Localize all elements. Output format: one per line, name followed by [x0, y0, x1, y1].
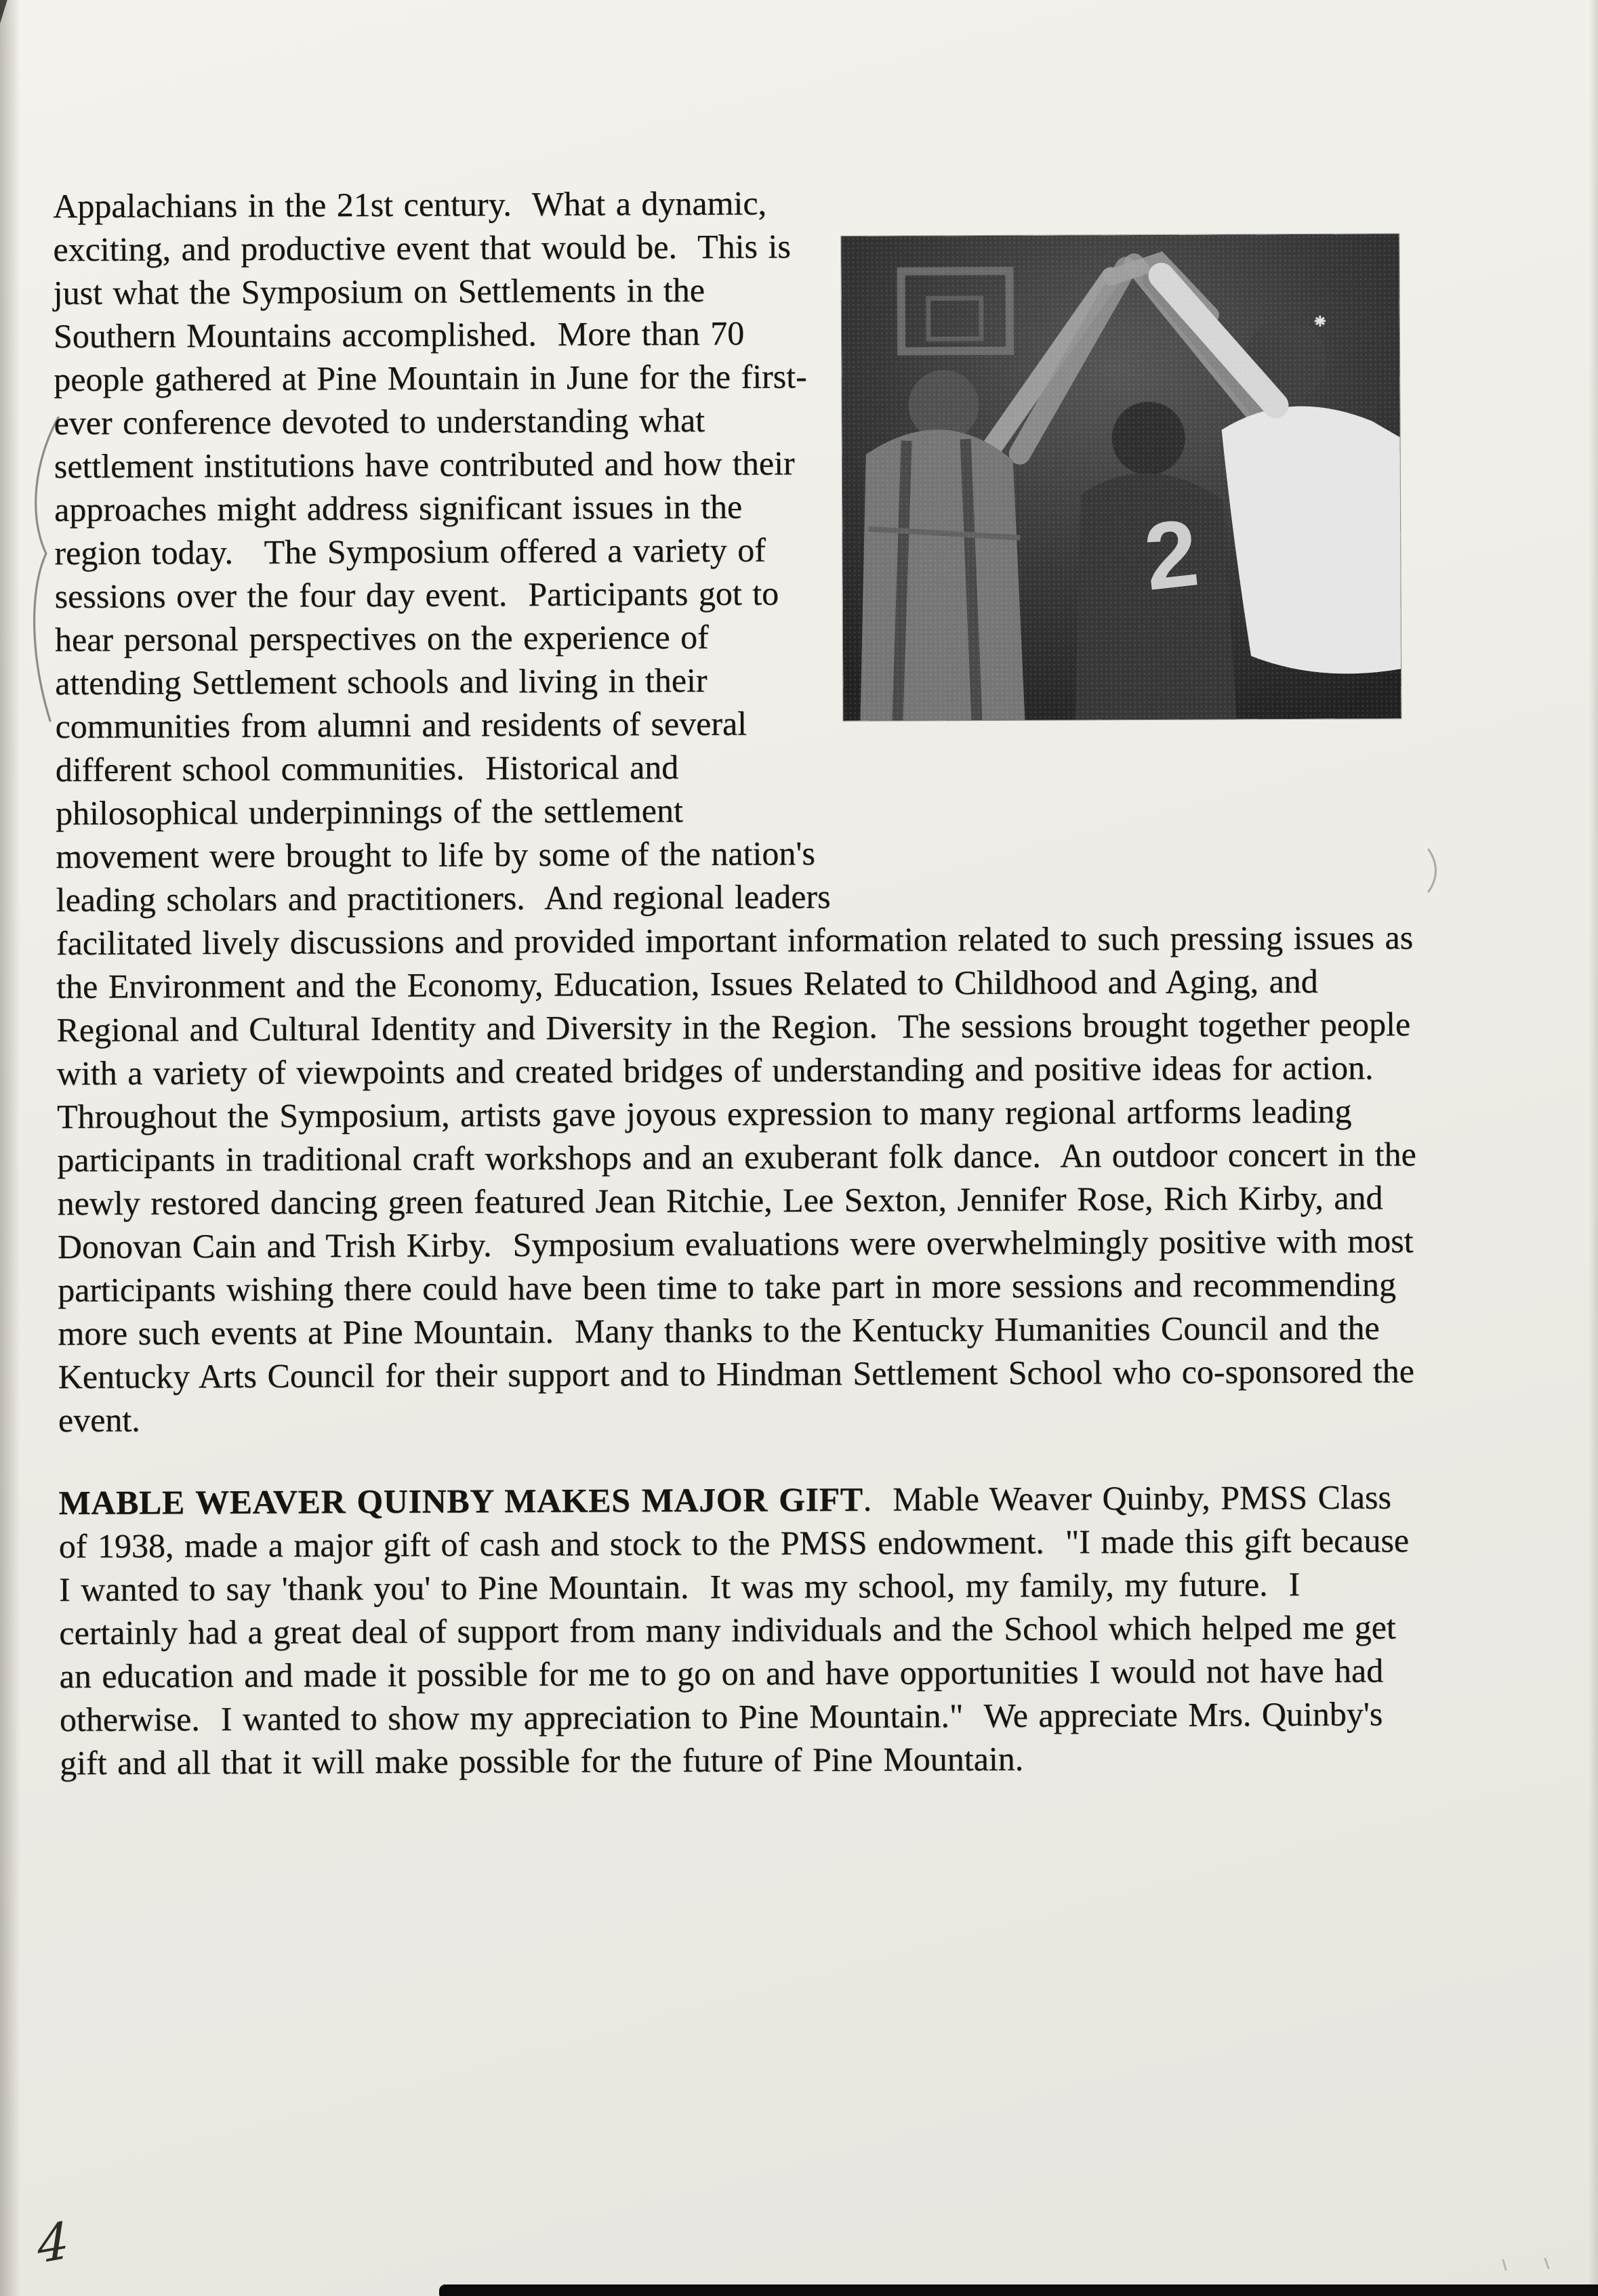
quinby-heading: MABLE WEAVER QUINBY MAKES MAJOR GIFT — [58, 1480, 863, 1522]
quinby-paragraph — [58, 1475, 1425, 1784]
handwritten-page-number: 4 — [36, 2211, 70, 2276]
symposium-folk-dance-photo — [841, 234, 1401, 721]
scan-right-edge-shadow — [1589, 0, 1598, 2296]
quinby-body-text: . Mable Weaver Quinby, PMSS Class of 1938, made a major gift of cash and stock to the PMSS endowment. "I made this gift because I wanted to say 'thank you' to Pine Mountain. It was my school, my family, my future. I certainly had a great deal of support from many individuals and the School which helped me get an education and made it possible for me to go on and have opportunities I would not have had otherwise. I wanted to show my appreciation to Pine Mountain." We appreciate Mrs. Quinby's gift and all that it will make possible for the future of Pine Mountain. — [58, 1478, 1420, 1782]
grain-overlay — [841, 234, 1401, 721]
scan-bottom-right-specks — [1498, 2256, 1559, 2276]
scan-left-edge-shadow — [0, 0, 20, 2296]
scan-top-left-corner-artifact — [0, 0, 9, 89]
right-margin-mark — [1425, 848, 1445, 896]
symposium-paragraph: Appalachians in the 21st century. What a dynamic, exciting, and productive event that would be. This is just what the Symposium on Settlements in the Southern Mountains accomplished. More than 70 people gathered at Pine Mountain in June for the first-ever conference devoted to understanding what settlement institutions have contributed and how their approaches might address significant issues in the region today. The Symposium offered a variety of sessions over the four day event. Participants got to hear personal perspectives on the experience of attending Settlement schools and living in their communities from alumni and residents of several different school communities. Historical and philosophical underpinnings of the settlement movement were brought to life by some of the nation's leading scholars and practitioners. And regional leaders facilitated lively discussions and provided important information related to such pressing issues as the Environment and the Economy, Education, Issues Related to Childhood and Aging, and Regional and Cultural Identity and Diversity in the Region. The sessions brought together people with a variety of viewpoints and created bridges of understanding and positive ideas for action. Throughout the Symposium, artists gave joyous expression to many regional artforms leading participants in traditional craft workshops and an exuberant folk dance. An outdoor concert in the newly restored dancing green featured Jean Ritchie, Lee Sexton, Jennifer Rose, Rich Kirby, and Donovan Cain and Trish Kirby. Symposium evaluations were overwhelmingly positive with most participants wishing there could have been time to take part in more sessions and recommending more such events at Pine Mountain. Many thanks to the Kentucky Humanities Council and the Kentucky Arts Council for their support and to Hindman Settlement School who co-sponsored the event. — [53, 184, 1427, 1439]
photo-float-wrap — [829, 178, 1421, 913]
scan-bottom-black-bar — [439, 2284, 1598, 2296]
page-content — [53, 178, 1425, 1784]
